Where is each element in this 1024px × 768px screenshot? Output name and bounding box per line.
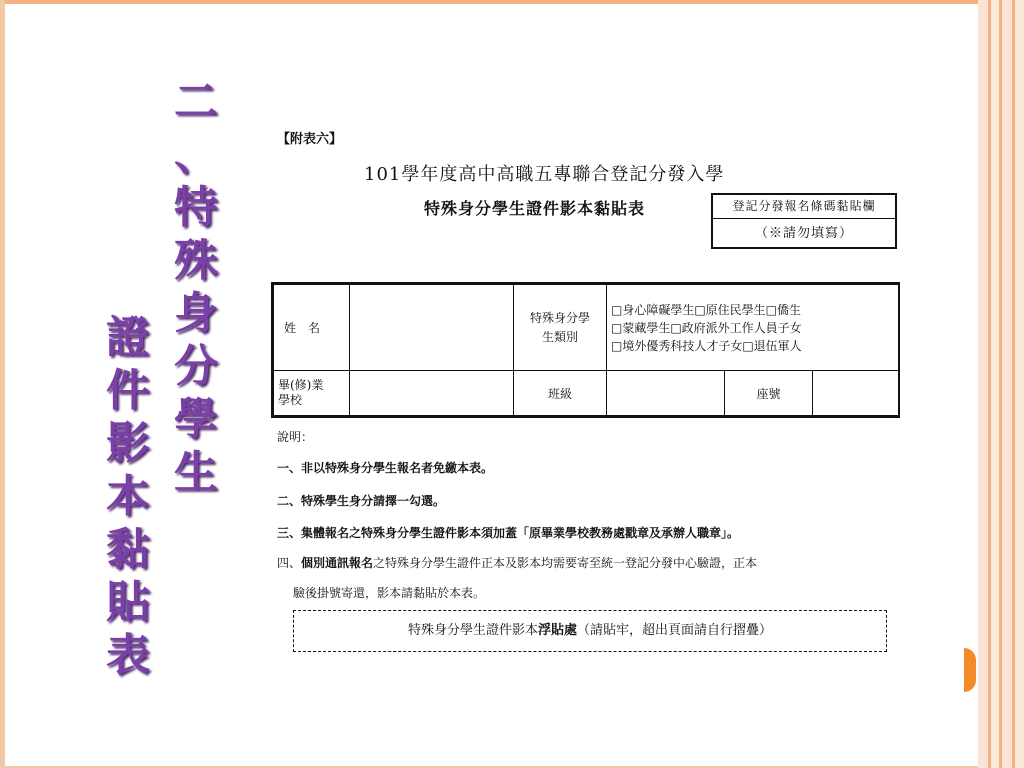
- table-row: [274, 285, 899, 371]
- category-label-cell: [514, 285, 607, 371]
- annex-label: 【附表六】: [277, 132, 343, 147]
- title-glyph: 黏: [106, 524, 150, 575]
- seat-value-cell[interactable]: [813, 371, 899, 416]
- paste-area-box: [293, 610, 887, 652]
- title-glyph: 件: [106, 365, 150, 416]
- title-glyph: 影: [106, 418, 150, 469]
- table-row: [274, 371, 899, 416]
- title-glyph: 分: [174, 341, 218, 392]
- student-info-table: [271, 282, 900, 418]
- document-heading-2: 特殊身分學生證件影本黏貼表: [424, 199, 646, 218]
- title-glyph: 特: [174, 182, 218, 233]
- barcode-box-label: 登記分發報名條碼黏貼欄: [713, 195, 895, 219]
- orange-tab-decoration: [964, 648, 976, 692]
- school-label: 畢(修)業學校: [278, 378, 324, 407]
- class-label: 班級: [547, 386, 572, 401]
- title-glyph: 學: [174, 394, 218, 445]
- title-glyph: 、: [174, 129, 218, 180]
- class-value-cell[interactable]: [607, 371, 725, 416]
- title-glyph: 貼: [106, 577, 150, 628]
- category-label: 特殊身分學生類別: [530, 310, 591, 344]
- paste-area-suffix: （請貼牢，超出頁面請自行摺疊）: [577, 623, 773, 638]
- right-stripes-decoration: [978, 0, 1024, 768]
- title-glyph: 二: [174, 76, 218, 127]
- note-item-4-line2: 驗後掛號寄還，影本請黏貼於本表。: [293, 586, 486, 600]
- title-glyph: 證: [106, 312, 150, 363]
- name-value-cell[interactable]: [350, 285, 514, 371]
- slide-title-vertical-1: [168, 76, 224, 504]
- title-glyph: 身: [174, 288, 218, 339]
- class-label-cell: [514, 371, 607, 416]
- category-option-line: □身心障礙學生□原住民學生□僑生: [611, 302, 802, 317]
- note-item-3: 三、集體報名之特殊身分學生證件影本須加蓋「原畢業學校教務處戳章及承辦人職章」。: [277, 526, 740, 540]
- category-options-cell[interactable]: [607, 285, 899, 371]
- name-label: 姓 名: [284, 321, 321, 335]
- document-heading-1: 101學年度高中高職五專聯合登記分發入學: [364, 164, 725, 185]
- name-label-cell: [274, 285, 350, 371]
- title-glyph: 表: [106, 630, 150, 681]
- note-item-4: [277, 554, 757, 571]
- paste-area-bold: 浮貼處: [537, 623, 577, 638]
- frame-top-border: [0, 0, 1024, 4]
- paste-area-prefix: 特殊身分學生證件影本: [407, 623, 538, 638]
- school-value-cell[interactable]: [350, 371, 514, 416]
- school-label-cell: [274, 371, 350, 416]
- notes-heading: 說明：: [277, 430, 314, 444]
- title-glyph: 本: [106, 471, 150, 522]
- category-option-line: □境外優秀科技人才子女□退伍軍人: [611, 338, 802, 353]
- note-item-2: 二、特殊學生身分請擇一勾選。: [277, 494, 446, 508]
- title-glyph: 殊: [174, 235, 218, 286]
- frame-left-border: [0, 0, 5, 768]
- barcode-paste-box: [711, 193, 897, 249]
- barcode-box-note: （※請勿填寫）: [754, 226, 853, 241]
- note-item-4-prefix: 四、: [277, 556, 302, 570]
- category-option-line: □蒙藏學生□政府派外工作人員子女: [611, 320, 802, 335]
- seat-label: 座號: [756, 386, 781, 401]
- note-item-4-rest: 之特殊身分學生證件正本及影本均需要寄至統一登記分發中心驗證，正本: [373, 556, 758, 570]
- seat-label-cell: [725, 371, 813, 416]
- title-glyph: 生: [174, 447, 218, 498]
- note-item-4-bold: 個別通訊報名: [301, 556, 374, 570]
- note-item-1: 一、非以特殊身分學生報名者免繳本表。: [277, 461, 494, 475]
- slide-title-vertical-2: [100, 312, 156, 687]
